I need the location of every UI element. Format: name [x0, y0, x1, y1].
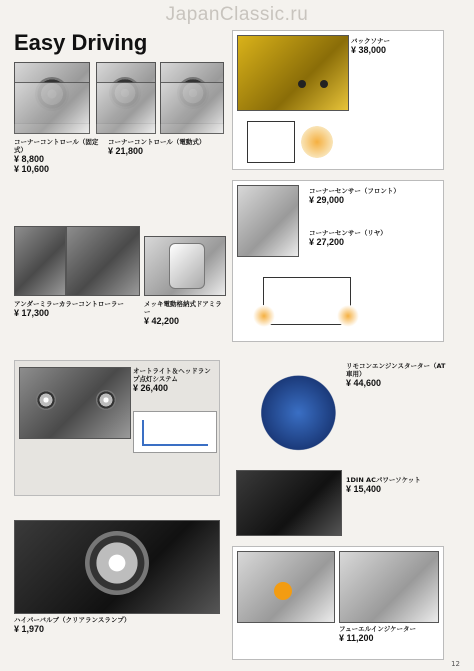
auto-light-box [14, 360, 220, 496]
corner-control-photo-6 [160, 82, 224, 134]
plated-mirror-photo [144, 236, 226, 296]
under-mirror-photo-2 [66, 226, 140, 296]
fuel-indicator-box [232, 546, 444, 660]
engine-starter-name: リモコンエンジンスターター（AT車用） [346, 362, 446, 378]
engine-starter-block [346, 362, 446, 388]
back-sonar-car-diagram [247, 121, 295, 163]
corner-control-electric-block [108, 138, 224, 156]
corner-sensor-rear-text [309, 229, 437, 247]
corner-sensor-right-beam [337, 305, 359, 327]
corner-control-electric-name: コーナーコントロール（電動式） [108, 138, 206, 146]
back-sonar-photo [237, 35, 349, 111]
fuel-indicator-name: フューエルインジケーター [339, 625, 417, 633]
corner-sensor-front-name: コーナーセンサー（フロント） [309, 187, 400, 195]
engine-starter-remote-photo [236, 360, 340, 456]
din-ac-photo [236, 470, 342, 536]
auto-light-price: ¥ 26,400 [133, 383, 169, 393]
din-ac-block [346, 476, 446, 494]
corner-sensor-box [232, 180, 444, 342]
under-mirror-photo-1 [14, 226, 66, 296]
plated-mirror-block [144, 300, 228, 326]
hyper-bulb-price: ¥ 1,970 [14, 624, 45, 634]
back-sonar-price: ¥ 38,000 [351, 45, 387, 55]
hyper-bulb-block [14, 616, 174, 634]
corner-sensor-rear-price: ¥ 27,200 [309, 237, 345, 247]
corner-sensor-front-text [309, 187, 437, 205]
corner-sensor-front-photo [237, 185, 299, 257]
watermark: JapanClassic.ru [165, 4, 309, 25]
auto-light-text [133, 367, 215, 393]
din-ac-price: ¥ 15,400 [346, 484, 382, 494]
din-ac-name: 1DIN ACパワーソケット [346, 476, 421, 484]
corner-control-electric-price: ¥ 21,800 [108, 146, 144, 156]
corner-control-fixed-price-1: ¥ 8,800 [14, 154, 45, 164]
engine-starter-price: ¥ 44,600 [346, 378, 382, 388]
back-sonar-box [232, 30, 444, 170]
back-sonar-text [351, 37, 439, 55]
under-mirror-block [14, 300, 140, 318]
corner-sensor-rear-name: コーナーセンサー（リヤ） [309, 229, 387, 237]
fuel-indicator-photo [237, 551, 335, 623]
fuel-indicator-text [339, 625, 439, 643]
back-sonar-name: バックソナー [351, 37, 390, 45]
corner-control-fixed-name: コーナーコントロール（固定式） [14, 138, 99, 154]
plated-mirror-name: メッキ電動格納式ドアミラー [144, 300, 222, 316]
auto-light-name: オートライト＆ヘッドランプ点灯システム [133, 367, 211, 383]
corner-control-fixed-notes [14, 176, 106, 183]
hyper-bulb-name: ハイパーバルブ（クリアランスランプ） [14, 616, 131, 624]
plated-mirror-price: ¥ 42,200 [144, 316, 180, 326]
back-sonar-range-diagram [297, 125, 337, 159]
auto-light-graph [133, 411, 217, 453]
under-mirror-price: ¥ 17,300 [14, 308, 50, 318]
fuel-indicator-gauge-photo [339, 551, 439, 623]
auto-light-photo [19, 367, 131, 439]
corner-sensor-left-beam [253, 305, 275, 327]
corner-control-photo-4 [14, 82, 90, 134]
page-number: 12 [451, 660, 460, 668]
fuel-indicator-price: ¥ 11,200 [339, 633, 374, 643]
corner-control-fixed-block [14, 138, 106, 183]
corner-control-fixed-price-2: ¥ 10,600 [14, 164, 50, 174]
corner-control-photo-5 [96, 82, 156, 134]
page-title: Easy Driving [14, 30, 148, 55]
hyper-bulb-photo [14, 520, 220, 614]
corner-sensor-front-price: ¥ 29,000 [309, 195, 345, 205]
under-mirror-name: アンダーミラーカラーコントローラー [14, 300, 124, 308]
